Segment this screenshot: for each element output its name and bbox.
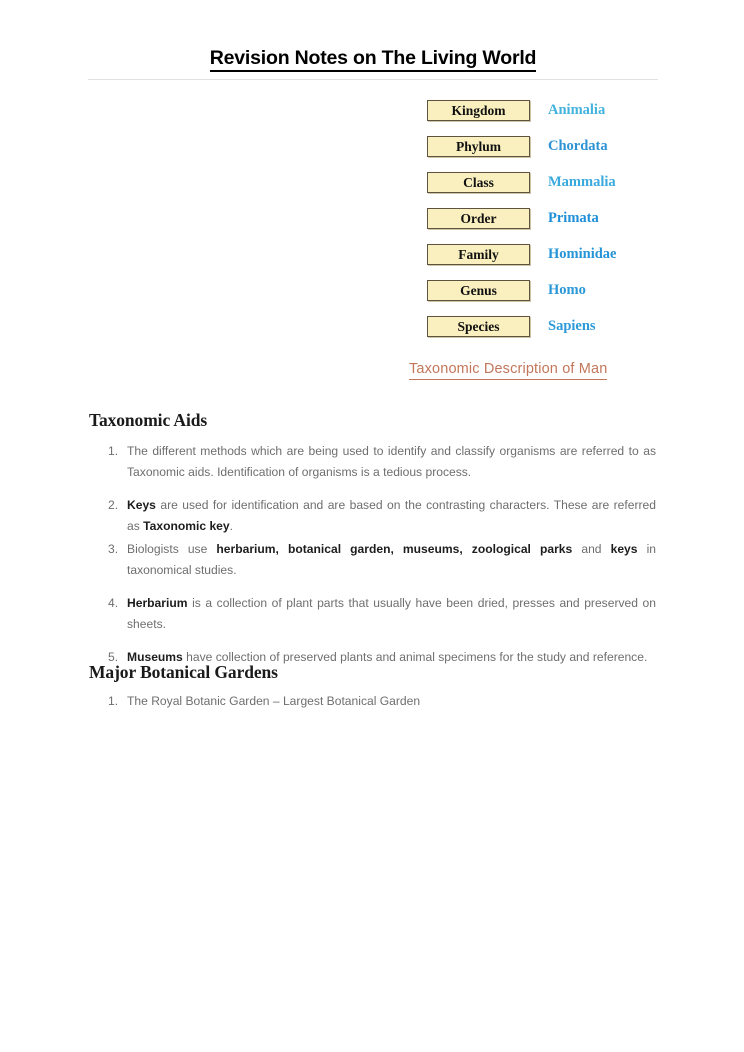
list-item-number: 5.	[108, 650, 119, 664]
list-item	[108, 441, 656, 483]
taxonomy-taxon-name: Chordata	[548, 138, 608, 155]
list-item-number: 1.	[108, 694, 119, 708]
emphasis-term: keys	[610, 542, 638, 556]
text-run: is a collection of plant parts that usually have been dried, presses and preserved on sheets.	[127, 596, 656, 631]
taxonomy-row	[427, 100, 662, 123]
taxonomy-taxon-name: Homo	[548, 282, 586, 299]
text-run: The Royal Botanic Garden – Largest Botanical Garden	[127, 694, 421, 708]
emphasis-term: Museums	[127, 650, 183, 664]
taxonomy-taxon-name: Primata	[548, 210, 599, 227]
list-item-text	[127, 542, 656, 577]
list-item-text	[127, 498, 656, 533]
taxonomy-taxon-name: Sapiens	[548, 318, 596, 335]
taxonomy-rank-box: Order	[427, 208, 530, 229]
text-run: .	[229, 519, 233, 533]
taxonomy-row	[427, 136, 662, 159]
text-run: have collection of preserved plants and animal specimens for the study and reference.	[182, 650, 648, 664]
text-run: are used for identification and are based on the contrasting characters. These are referred as	[127, 498, 656, 533]
list-item-text	[127, 596, 656, 631]
text-run: in taxonomical studies.	[127, 542, 656, 577]
taxonomy-row	[427, 316, 662, 339]
taxonomy-rank-box: Class	[427, 172, 530, 193]
list-item-number: 3.	[108, 542, 119, 556]
list-item-text	[127, 694, 420, 708]
emphasis-term: Herbarium	[127, 596, 188, 610]
taxonomy-taxon-name: Animalia	[548, 102, 606, 119]
text-run: and	[572, 542, 611, 556]
title-divider	[88, 79, 658, 80]
text-run: Biologists use	[127, 542, 217, 556]
list-item	[108, 495, 656, 537]
list-item	[108, 593, 656, 635]
taxonomy-taxon-name: Mammalia	[548, 174, 616, 191]
list-item	[108, 691, 656, 712]
page-title	[88, 47, 658, 70]
figure-caption: Taxonomic Description of Man	[409, 361, 607, 380]
taxonomy-row	[427, 280, 662, 303]
emphasis-term: herbarium, botanical garden, museums, zoological parks	[216, 542, 573, 556]
list-item-text	[127, 444, 656, 479]
taxonomy-rank-box: Kingdom	[427, 100, 530, 121]
list-item-number: 4.	[108, 596, 119, 610]
taxonomy-rank-box: Genus	[427, 280, 530, 301]
list-major-botanical-gardens	[108, 691, 656, 715]
section-heading-major-botanical-gardens: Major Botanical Gardens	[89, 662, 278, 682]
page-title-text: Revision Notes on The Living World	[210, 47, 537, 72]
taxonomy-rank-box: Family	[427, 244, 530, 265]
list-item-number: 2.	[108, 498, 119, 512]
taxonomy-row	[427, 208, 662, 231]
emphasis-term: Taxonomic key	[143, 519, 230, 533]
list-item	[108, 539, 656, 581]
taxonomy-row	[427, 244, 662, 267]
taxonomy-taxon-name: Hominidae	[548, 246, 617, 263]
text-run: The different methods which are being used to identify and classify organisms are referred to as Taxonomic aids. Identification of organisms is a tedious process.	[127, 444, 656, 479]
list-taxonomic-aids	[108, 441, 656, 668]
section-heading-taxonomic-aids: Taxonomic Aids	[89, 410, 208, 430]
emphasis-term: Keys	[127, 498, 156, 512]
taxonomy-figure	[427, 100, 662, 352]
taxonomy-rank-box: Species	[427, 316, 530, 337]
taxonomy-row	[427, 172, 662, 195]
list-item-number: 1.	[108, 444, 119, 458]
taxonomy-rank-box: Phylum	[427, 136, 530, 157]
